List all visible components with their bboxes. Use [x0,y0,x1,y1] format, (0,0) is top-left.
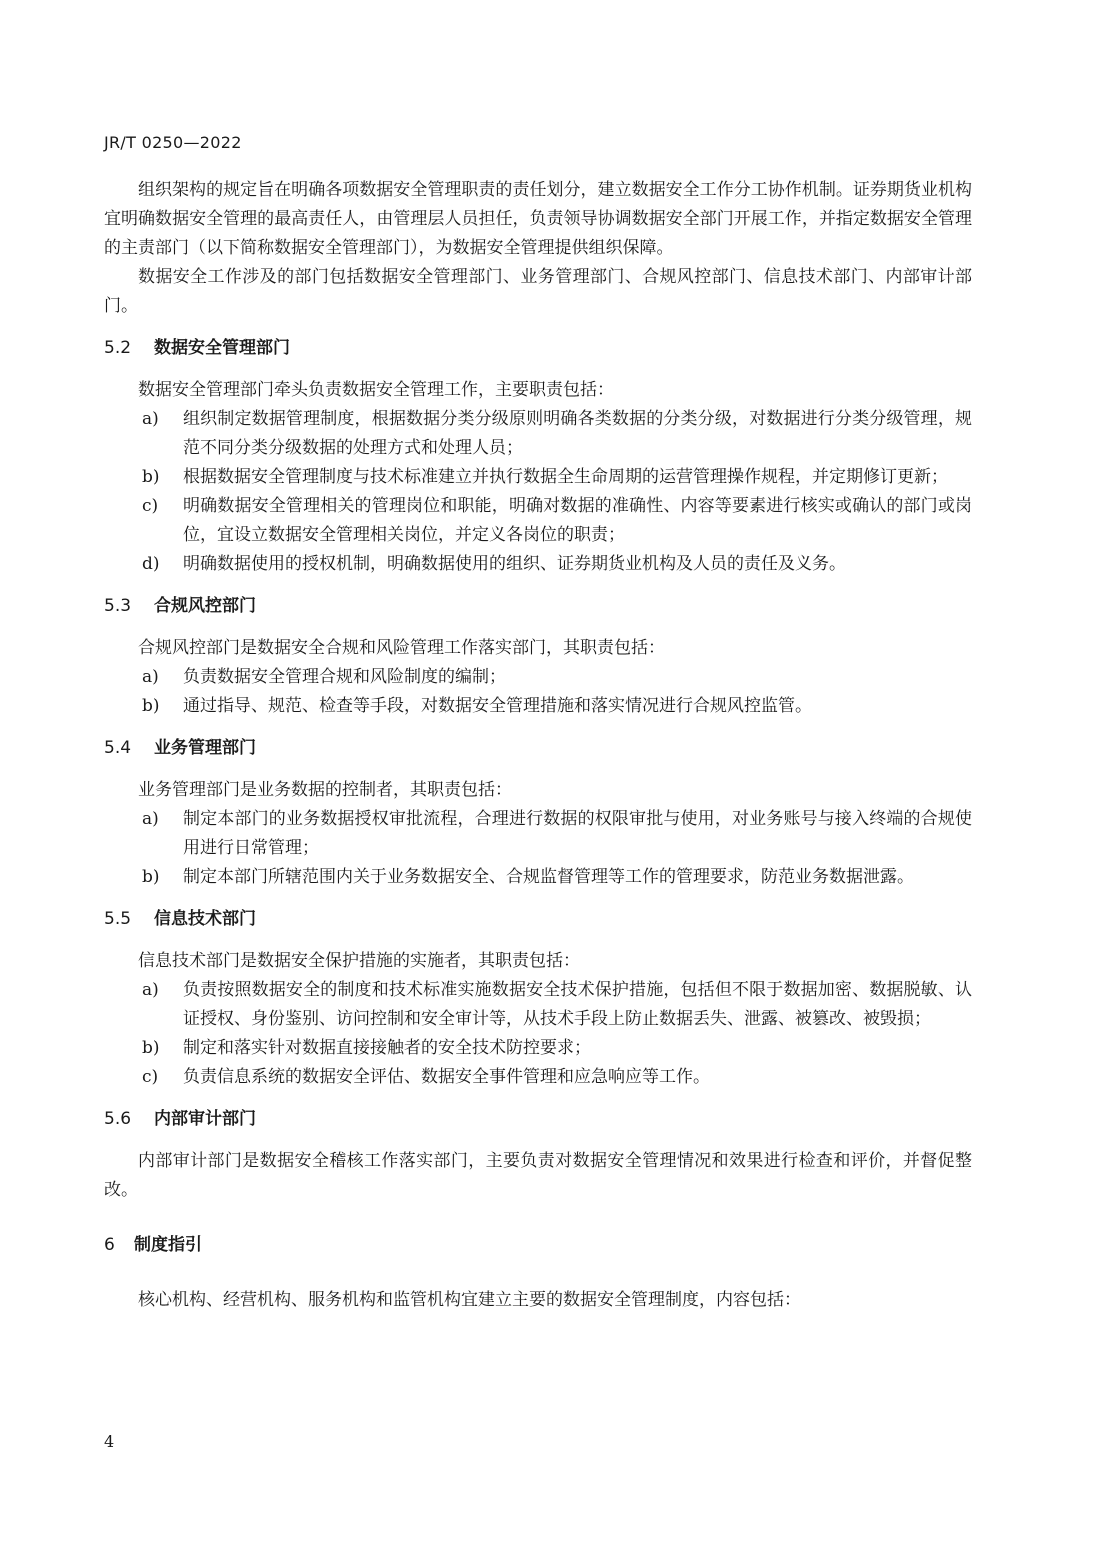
list-item [104,692,972,721]
section-number: 5.2 [104,338,132,358]
list-label: c) [142,496,159,516]
list-text: 根据数据安全管理制度与技术标准建立并执行数据全生命周期的运营管理操作规程，并定期修订更新； [183,467,948,487]
section-number: 5.5 [104,909,132,929]
intro-paragraph-1: 组织架构的规定旨在明确各项数据安全管理职责的责任划分，建立数据安全工作分工协作机制。证券期货业机构宜明确数据安全管理的最高责任人，由管理层人员担任，负责领导协调数据安全部门开展工作，并指定数据安全管理的主责部门（以下简称数据安全管理部门），为数据安全管理提供组织保障。 [104,180,972,258]
section-lead: 合规风控部门是数据安全合规和风险管理工作落实部门，其职责包括： [138,638,665,658]
section-heading-5-6 [104,1105,972,1134]
section-title: 合规风控部门 [154,596,256,616]
list-label: a) [142,980,159,1000]
list-text: 制定和落实针对数据直接接触者的安全技术防控要求； [183,1038,591,1058]
page-number: 4 [104,1432,115,1451]
list-item [104,463,972,492]
list-item [104,1034,972,1063]
list-item [104,663,972,692]
list-text: 制定本部门所辖范围内关于业务数据安全、合规监督管理等工作的管理要求，防范业务数据泄露。 [183,867,914,887]
list-text: 通过指导、规范、检查等手段，对数据安全管理措施和落实情况进行合规风控监管。 [183,696,812,716]
list-item [104,550,972,579]
list-text: 负责信息系统的数据安全评估、数据安全事件管理和应急响应等工作。 [183,1067,710,1087]
list-label: c) [142,1067,159,1087]
list-label: b) [142,867,160,887]
section-title: 数据安全管理部门 [154,338,290,358]
section-number: 5.4 [104,738,132,758]
list-label: a) [142,809,159,829]
list-item [104,405,972,463]
list-text: 负责数据安全管理合规和风险制度的编制； [183,667,506,687]
list-item [104,805,972,863]
section-title: 信息技术部门 [154,909,256,929]
list-text: 明确数据使用的授权机制，明确数据使用的组织、证券期货业机构及人员的责任及义务。 [183,554,846,574]
section-number: 5.3 [104,596,132,616]
section-number: 6 [104,1235,115,1255]
list-text: 明确数据安全管理相关的管理岗位和职能，明确对数据的准确性、内容等要素进行核实或确认的部门或岗位，宜设立数据安全管理相关岗位，并定义各岗位的职责； [183,496,972,545]
section-title: 业务管理部门 [154,738,256,758]
section-lead: 内部审计部门是数据安全稽核工作落实部门，主要负责对数据安全管理情况和效果进行检查和评价，并督促整改。 [104,1151,972,1200]
list-text: 制定本部门的业务数据授权审批流程，合理进行数据的权限审批与使用，对业务账号与接入终端的合规使用进行日常管理； [183,809,972,858]
list-label: b) [142,696,160,716]
list-label: a) [142,409,159,429]
section-lead: 数据安全管理部门牵头负责数据安全管理工作，主要职责包括： [138,380,614,400]
section-lead: 信息技术部门是数据安全保护措施的实施者，其职责包括： [138,951,580,971]
list-item [104,1063,972,1092]
section-heading-5-4 [104,734,972,763]
list-item [104,976,972,1034]
section-heading-5-5 [104,905,972,934]
section-heading-5-2 [104,334,972,363]
section-title: 内部审计部门 [154,1109,256,1129]
section-heading-5-3 [104,592,972,621]
document-body [104,176,972,1315]
list-label: b) [142,1038,160,1058]
section-heading-6 [104,1231,972,1260]
standard-code-header: JR/T 0250—2022 [104,133,242,152]
list-item [104,492,972,550]
list-text: 负责按照数据安全的制度和技术标准实施数据安全技术保护措施，包括但不限于数据加密、数据脱敏、认证授权、身份鉴别、访问控制和安全审计等，从技术手段上防止数据丢失、泄露、被篡改、被毁损； [183,980,972,1029]
list-text: 组织制定数据管理制度，根据数据分类分级原则明确各类数据的分类分级，对数据进行分类分级管理，规范不同分类分级数据的处理方式和处理人员； [183,409,972,458]
intro-paragraph-2: 数据安全工作涉及的部门包括数据安全管理部门、业务管理部门、合规风控部门、信息技术部门、内部审计部门。 [104,267,972,316]
section-lead: 核心机构、经营机构、服务机构和监管机构宜建立主要的数据安全管理制度，内容包括： [138,1290,801,1310]
section-title: 制度指引 [134,1235,202,1255]
list-label: d) [142,554,160,574]
section-lead: 业务管理部门是业务数据的控制者，其职责包括： [138,780,512,800]
list-label: b) [142,467,160,487]
list-item [104,863,972,892]
list-label: a) [142,667,159,687]
section-number: 5.6 [104,1109,132,1129]
